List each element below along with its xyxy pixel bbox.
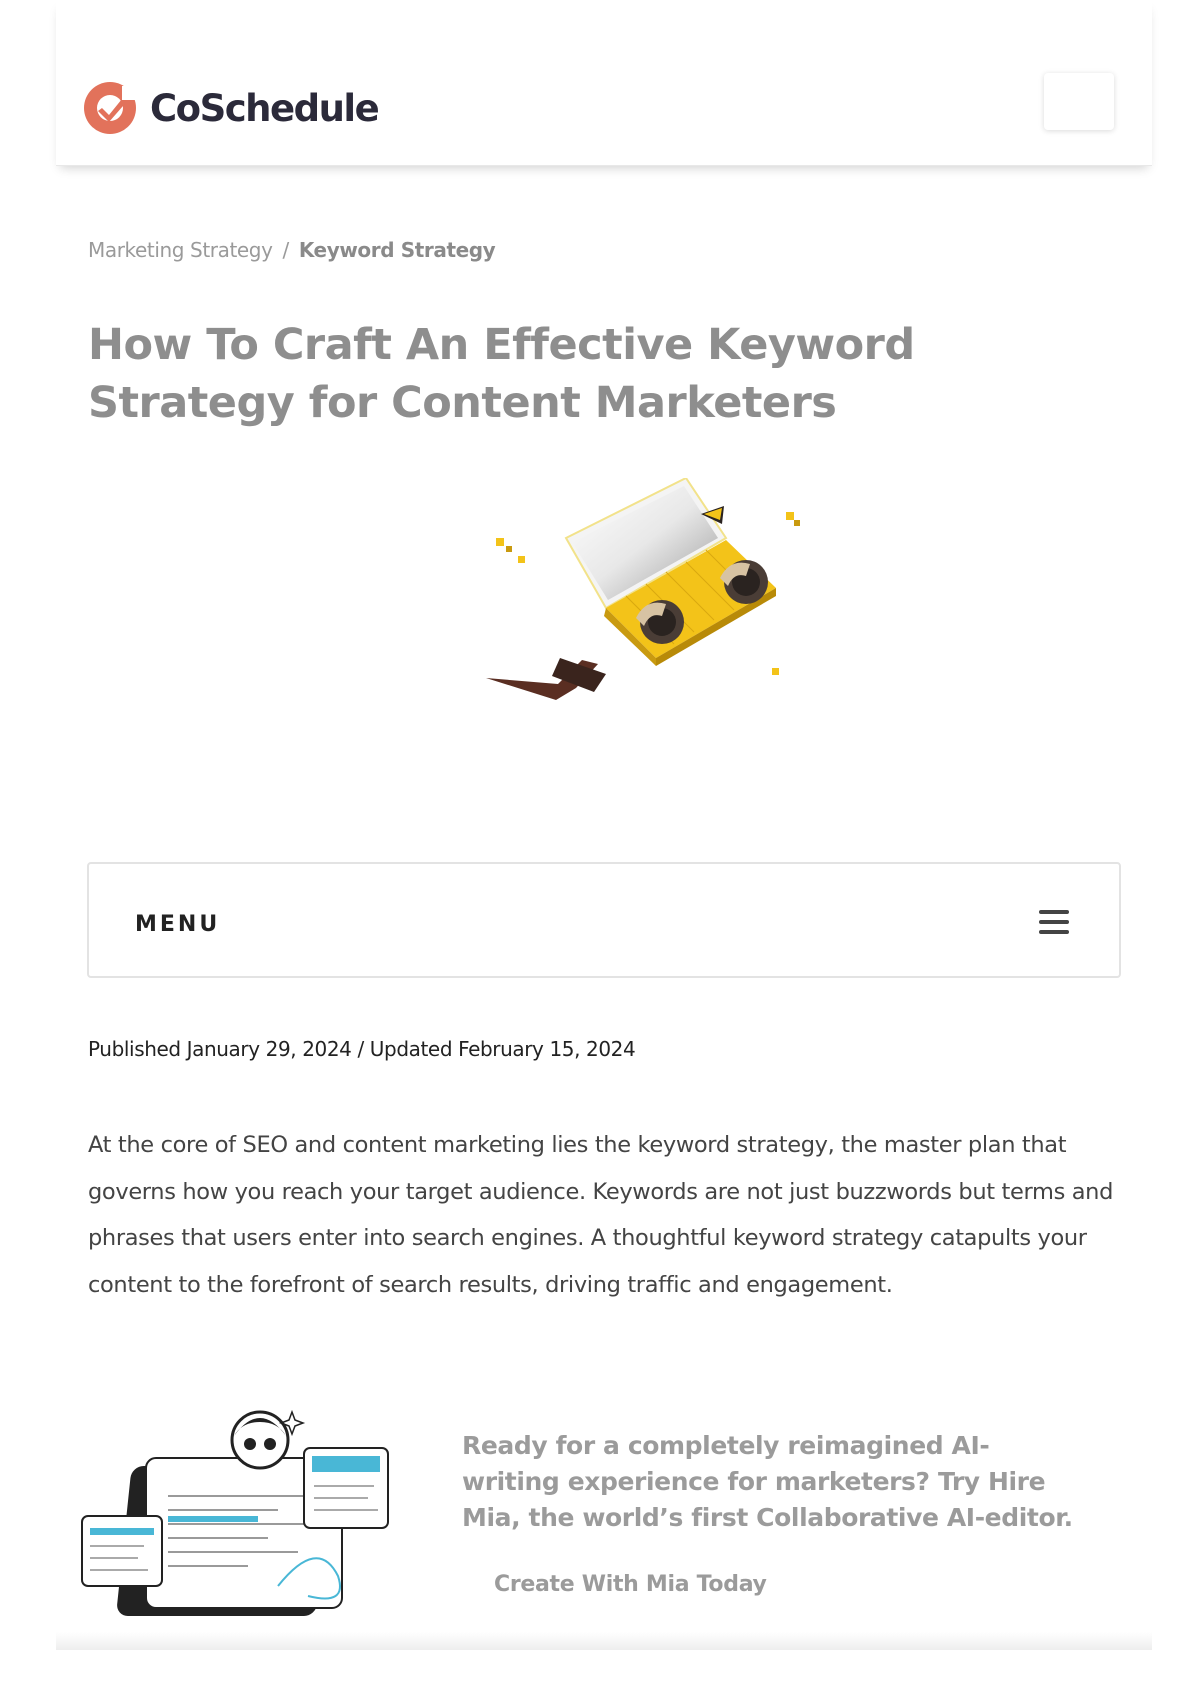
coschedule-logo-icon (82, 80, 138, 136)
logo-text: CoSchedule (150, 86, 379, 130)
article-dates (88, 1037, 635, 1061)
article-intro-paragraph: At the core of SEO and content marketing lies the keyword strategy, the master plan that governs how you reach your target audience. Keywords are not just buzzwords but terms and phrases that users enter into search engines. A thoughtful keyword strategy catapults your content to the forefront of search results, driving traffic and engagement. (88, 1132, 1114, 1298)
mia-editor-illustration (78, 1406, 408, 1636)
page-title: How To Craft An Effective Keyword Strategy for Content Marketers (88, 320, 915, 428)
date-separator: / (357, 1037, 364, 1061)
updated-date: Updated February 15, 2024 (369, 1037, 636, 1061)
breadcrumb-marketing-strategy[interactable]: Marketing Strategy (88, 238, 273, 262)
table-of-contents-menu[interactable] (87, 862, 1121, 978)
menu-label: MENU (135, 912, 221, 937)
breadcrumb-separator: / (282, 238, 289, 262)
page (56, 0, 1152, 1650)
breadcrumb (88, 238, 495, 262)
logo-link[interactable] (82, 80, 378, 136)
hamburger-icon[interactable] (1039, 910, 1069, 936)
site-header (56, 0, 1152, 166)
hero-laptop-illustration (486, 478, 836, 718)
mia-promo-text: Ready for a completely reimagined AI-writing experience for marketers? Try Hire Mia, the world’s first Collaborative AI-editor. (462, 1431, 1073, 1532)
page-bottom-divider (56, 1632, 1152, 1650)
breadcrumb-keyword-strategy[interactable]: Keyword Strategy (298, 238, 496, 262)
create-with-mia-button[interactable]: Create With Mia Today (494, 1572, 767, 1597)
nav-toggle-button[interactable] (1044, 73, 1114, 130)
published-date: Published January 29, 2024 (88, 1037, 352, 1061)
